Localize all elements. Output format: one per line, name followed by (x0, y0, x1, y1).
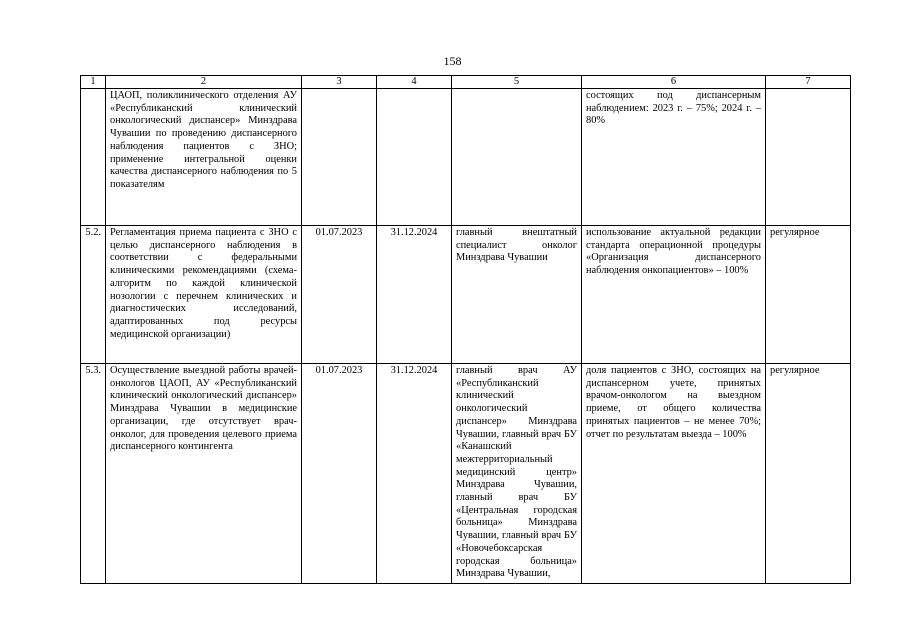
row-number: 5.3. (81, 364, 106, 584)
expected-result: использование актуальной редакции стандарта операционной процедуры «Организация диспансерного наблюдения онкопациентов» – 100% (582, 226, 766, 364)
page-number: 158 (443, 54, 462, 68)
header-cell-4: 4 (377, 76, 452, 89)
table-row (81, 89, 851, 226)
measure-type: регулярное (766, 226, 851, 364)
header-cell-6: 6 (582, 76, 766, 89)
expected-result: доля пациентов с ЗНО, состоящих на диспансерном учете, принятых врачом-онкологом на выездном приеме, от общего количества принятых пациентов – не менее 70%; отчет по результатам выезда – 100% (582, 364, 766, 584)
action-description: Регламентация приема пациента с ЗНО с целью диспансерного наблюдения в соответствии с федеральными клиническими рекомендациями (схема-алгоритм по каждой клинической нозологии с перечнем клинических и диагностических исследований, адаптированных под ресурсы медицинской организации) (106, 226, 302, 364)
row-number: 5.2. (81, 226, 106, 364)
responsible-person: главный внештатный специалист онколог Минздрава Чувашии (452, 226, 582, 364)
end-date: 31.12.2024 (377, 364, 452, 584)
measures-table (80, 75, 851, 584)
row-number (81, 89, 106, 226)
end-date: 31.12.2024 (377, 226, 452, 364)
action-description: ЦАОП, поликлинического отделения АУ «Республиканский клинический онкологический диспансер» Минздрава Чувашии по проведению диспансерного наблюдения пациентов с ЗНО; применение интегральной оценки качества диспансерного наблюдения по 5 показателям (106, 89, 302, 226)
start-date: 01.07.2023 (302, 226, 377, 364)
header-cell-3: 3 (302, 76, 377, 89)
responsible-person (452, 89, 582, 226)
measure-type (766, 89, 851, 226)
header-cell-2: 2 (106, 76, 302, 89)
start-date (302, 89, 377, 226)
end-date (377, 89, 452, 226)
header-cell-1: 1 (81, 76, 106, 89)
table-header-row (81, 76, 851, 89)
table-row (81, 226, 851, 364)
header-cell-7: 7 (766, 76, 851, 89)
table-row (81, 364, 851, 584)
expected-result: состоящих под диспансерным наблюдением: 2023 г. – 75%; 2024 г. – 80% (582, 89, 766, 226)
measure-type: регулярное (766, 364, 851, 584)
start-date: 01.07.2023 (302, 364, 377, 584)
action-description: Осуществление выездной работы врачей-онкологов ЦАОП, АУ «Республиканский клинический онкологический диспансер» Минздрава Чувашии в медицинские организации, где отсутствует врач-онколог, для проведения целевого приема диспансерного контингента (106, 364, 302, 584)
responsible-person: главный врач АУ «Республиканский клинический онкологический диспансер» Минздрава Чувашии, главный врач БУ «Канашский межтерриториальный медицинский центр» Минздрава Чувашии, главный врач БУ «Центральная городская больница» Минздрава Чувашии, главный врач БУ «Новочебоксарская городская больница» Минздрава Чувашии, (452, 364, 582, 584)
header-cell-5: 5 (452, 76, 582, 89)
